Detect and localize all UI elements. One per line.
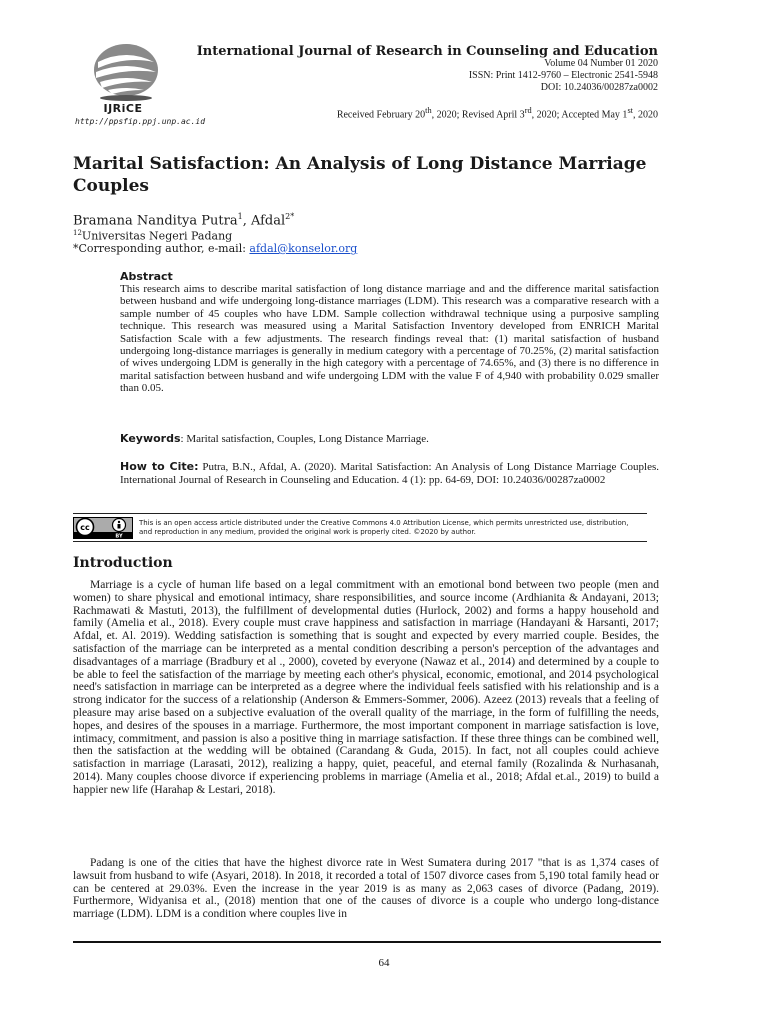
footer-rule bbox=[73, 941, 661, 943]
article-dates: Received February 20th, 2020; Revised April 3rd, 2020; Accepted May 1st, 2020 bbox=[336, 106, 658, 121]
affiliation: $^{12}$Universitas Negeri Padang bbox=[73, 229, 233, 243]
journal-title: International Journal of Research in Counseling and Education bbox=[196, 44, 658, 59]
journal-url[interactable]: http://ppsfip.ppj.unp.ac.id bbox=[75, 117, 206, 126]
license-rule-bottom bbox=[73, 541, 647, 542]
license-text: This is an open access article distributed under the Creative Commons 4.0 Attribution License, which permits unrestricted use, distribution, and reproduction in any medium, provided the original work is properly cited. ©2020 by author. bbox=[139, 519, 629, 536]
abstract-body: This research aims to describe marital satisfaction of long distance marriage and and the difference marital satisfaction between husband and wife undergoing long-distance marriages (LDM). This research was a comparative research with a sample number of 45 couples who have LDM. Sample collection withdrawal technique using a purposive sampling technique. This research was measured using a Marital Satisfaction Inventory developed from ENRICH Marital Satisfaction Scale with a few adjustments. The research findings reveal that: (1) marital satisfaction of husband undergoing long-distance marriages is generally in medium category with a percentage of 70.25%, (2) marital satisfaction of wives undergoing LDM is generally in the high category with a percentage of 74.65%, and (3) there is no difference in marital satisfaction between husband and wife undergoing LDM with the value F of 4,940 with probability 0.029 smaller than 0.05. bbox=[120, 283, 659, 395]
author-email-link[interactable]: afdal@konselor.org bbox=[249, 242, 358, 255]
keywords: Keywords: Marital satisfaction, Couples, Long Distance Marriage. bbox=[120, 432, 429, 445]
svg-text:cc: cc bbox=[80, 523, 90, 532]
corresponding-author: *Corresponding author, e-mail: afdal@konselor.org bbox=[73, 242, 358, 255]
journal-doi: DOI: 10.24036/00287za0002 bbox=[540, 82, 658, 93]
intro-paragraph-1: Marriage is a cycle of human life based on a legal commitment with an emotional bond between two people (men and women) to share physical and emotional intimacy, share responsibilities, and source income (Ardhianita & Andayani, 2013; Rachmawati & Mastuti, 2013), the fulfillment of developmental duties (Hurlock, 2002) and forms a happy household and family (Amelia et al., 2018). Every couple must crave happiness and satisfaction in marriage (Handayani & Harsanti, 2017; Afdal, et. Al. 2019). Wedding satisfaction is something that is sought and expected by every married couple. Besides, the satisfaction of the marriage can be interpreted as a mental condition describing a person's perception of the advantages and disadvantages of a marriage (Bradbury et al ., 2000), coveted by everyone (Nawaz et al., 2014) and determined by a couple to be able to feel the satisfaction of the marriage by meeting each other's physical, economic, emotional, and 2014 psychological need's satisfaction in marriage can be interpreted as a degree where the individual feels satisfied with his relationship and is a strong indicator for the success of a relationship (Anderson & Emmers-Sommer, 2006). Azeez (2013) reveals that a feeling of pleasure may arise based on a subjective evaluation of the overall quality of the marriage, in the form of fulfilling the needs, hopes, and desires of the spouses in a marriage. Furthermore, the most important component in marriage satisfaction is love, intimacy, commitment, and passion is also a positive thing in marriage satisfaction. If these three things can be combined well, then the satisfaction at the wedding will be obtained (Carandang & Guda, 2015). In fact, not all couples could achieve satisfaction in marriage (Larasati, 2012), realizing a happy, quiet, peaceful, and eternal family (Rozalinda & Nurhasanah, 2014). Many couples choose divorce if experiencing problems in marriage (Amelia et al., 2018; Afdal et.al., 2019) to build a happier new life (Harahap & Lestari, 2018). bbox=[73, 579, 659, 796]
introduction-heading: Introduction bbox=[73, 555, 173, 571]
page-number: 64 bbox=[378, 957, 390, 969]
cc-by-license-icon[interactable] bbox=[73, 517, 133, 539]
journal-volume: Volume 04 Number 01 2020 bbox=[544, 58, 658, 69]
intro-paragraph-2: Padang is one of the cities that have the highest divorce rate in West Sumatera during 2017 "that is as 1,374 cases of lawsuit from husband to wife (Asyari, 2018). In 2018, it recorded a total of 1507 divorce cases from 5,190 total family head or can be centered at 29.03%. Even the increase in the year 2019 is as many as 2,063 cases of divorce (Padang, 2019). Furthermore, Widyanisa et al., (2018) mention that one of the causes of divorce is a couple who undergo long-distance marriage (LDM). LDM is a condition where couples live in bbox=[73, 857, 659, 921]
svg-text:BY: BY bbox=[115, 533, 123, 539]
how-to-cite: How to Cite: Putra, B.N., Afdal, A. (2020). Marital Satisfaction: An Analysis of Long Distance Marriage Couples. International Journal of Research in Counseling and Education. 4 (1): pp. 64-69, DOI: 10.24036/00287za0002 bbox=[120, 460, 659, 486]
author-list: Bramana Nanditya Putra$^1$, Afdal$^{2*}$ bbox=[73, 212, 295, 229]
logo-text: IJRiCE bbox=[103, 102, 143, 115]
journal-issn: ISSN: Print 1412-9760 – Electronic 2541-5948 bbox=[468, 70, 658, 81]
abstract-heading: Abstract bbox=[120, 270, 173, 283]
license-rule-top bbox=[73, 513, 647, 514]
article-title: Marital Satisfaction: An Analysis of Long Distance Marriage Couples bbox=[73, 154, 647, 196]
